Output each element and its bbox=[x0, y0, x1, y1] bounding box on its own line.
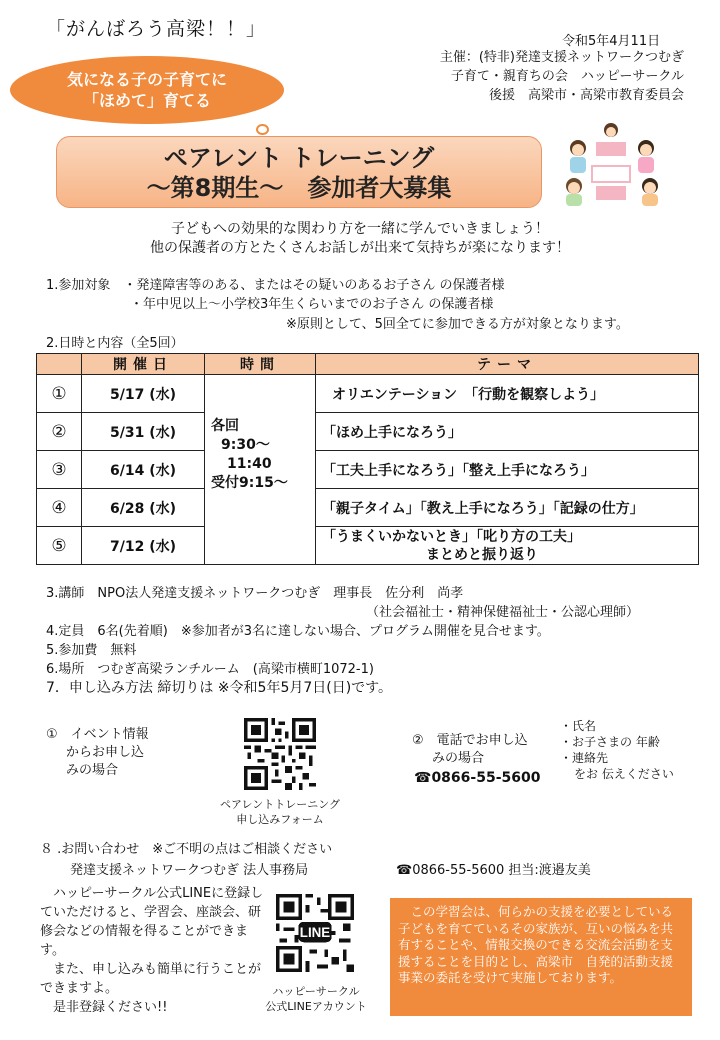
time-end: 11:40 bbox=[227, 456, 272, 472]
time-each: 各回 bbox=[211, 418, 239, 434]
parents-illustration bbox=[556, 120, 666, 208]
schedule-heading: 2.日時と内容（全5回） bbox=[46, 336, 184, 351]
required-info-name: ・氏名 bbox=[560, 719, 597, 733]
session-time bbox=[205, 375, 316, 565]
required-info-list bbox=[560, 718, 674, 782]
header-theme: テーマ bbox=[316, 354, 699, 375]
phone-number[interactable]: ☎0866-55-5600 bbox=[414, 770, 541, 786]
application-form-qr-code[interactable] bbox=[244, 718, 316, 790]
organizer-sub: 子育て・親育ちの会 ハッピーサークル bbox=[450, 69, 684, 84]
qr-caption-form bbox=[210, 797, 350, 827]
instructor-qualifications: （社会福祉士・精神保健福祉士・公認心理師） bbox=[366, 605, 640, 620]
instructor: 3.講師 NPO法人発達支援ネットワークつむぎ 理事長 佐分利 尚孝 bbox=[46, 586, 464, 601]
session-theme: 「ほめ上手になろう」 bbox=[316, 413, 699, 451]
title-banner bbox=[56, 136, 542, 208]
session-theme: オリエンテーション 「行動を観察しよう」 bbox=[316, 375, 699, 413]
session-date: 7/12 (水) bbox=[82, 527, 205, 565]
eligibility-section bbox=[46, 276, 505, 314]
details-sections bbox=[46, 584, 639, 698]
session-theme-line2: まとめと振り返り bbox=[426, 546, 538, 563]
line-account-qr-code[interactable] bbox=[276, 894, 354, 972]
fee: 5.参加費 無料 bbox=[46, 643, 137, 658]
qr-caption-line1: ハッピーサークル bbox=[272, 985, 360, 998]
venue: 6.場所 つむぎ高梁ランチルーム (高梁市横町1072-1) bbox=[46, 662, 374, 677]
session-date: 5/31 (水) bbox=[82, 413, 205, 451]
qr-caption-form-line1: ペアレントトレーニング bbox=[219, 798, 341, 811]
session-theme: 「工夫上手になろう」「整え上手になろう」 bbox=[316, 451, 699, 489]
apply-phone-line2: みの場合 bbox=[432, 751, 485, 766]
banner-title: ペアレント トレーニング bbox=[163, 144, 435, 172]
session-number: ③ bbox=[37, 451, 82, 489]
intro-line1: 子どもへの効果的な関わり方を一緒に学んでいきましょう！ bbox=[171, 221, 549, 237]
eligibility-note: ※原則として、5回全てに参加できる方が対象となります。 bbox=[286, 317, 629, 332]
time-reception: 受付9:15～ bbox=[211, 475, 288, 491]
session-date: 6/14 (水) bbox=[82, 451, 205, 489]
office-name: 発達支援ネットワークつむぎ 法人事務局 bbox=[70, 863, 309, 878]
line-logo-text: LINE bbox=[299, 925, 331, 941]
eligibility-line2: ・年中児以上～小学校3年生くらいまでのお子さん の保護者様 bbox=[130, 297, 494, 312]
capacity: 4.定員 6名(先着順) ※参加者が3名に達しない場合、プログラム開催を見合せます。 bbox=[46, 624, 550, 639]
intro-line2: 他の保護者の方とたくさんお話しが出来て気持ちが楽になります！ bbox=[150, 240, 570, 256]
inquiry-heading: ８ .お問い合わせ ※ご不明の点はご相談ください bbox=[40, 842, 333, 857]
banner-subtitle: ～第8期生～ 参加者大募集 bbox=[146, 174, 452, 202]
qr-caption-line bbox=[246, 984, 386, 1014]
intro bbox=[30, 220, 690, 258]
organizer-block bbox=[360, 48, 684, 105]
office-phone[interactable]: ☎0866-55-5600 担当:渡邉友美 bbox=[396, 863, 591, 878]
header-blank bbox=[37, 354, 82, 375]
header-date: 開催日 bbox=[82, 354, 205, 375]
slogan: 「がんばろう高梁！！」 bbox=[46, 18, 267, 40]
table-row bbox=[37, 451, 699, 489]
required-info-age: ・お子さまの 年齢 bbox=[560, 735, 660, 749]
organizer: 主催：(特非)発達支援ネットワークつむぎ bbox=[439, 50, 684, 65]
line-invitation: ハッピーサークル公式LINEに登録していただけると、学習会、座談会、研修会などの情報を得ることができます。 また、申し込みも簡単に行うことができますよ。 是非登録ください!! bbox=[40, 886, 264, 1015]
session-number: ② bbox=[37, 413, 82, 451]
bubble-line2: 「ほめて」育てる bbox=[82, 91, 211, 110]
bubble-line1: 気になる子の子育てに bbox=[66, 70, 227, 89]
eligibility-line1: 1.参加対象 ・発達障害等のある、またはその疑いのあるお子さん の保護者様 bbox=[46, 278, 505, 293]
qr-caption-line2: 公式LINEアカウント bbox=[265, 1000, 367, 1013]
session-number: ④ bbox=[37, 489, 82, 527]
table-row bbox=[37, 375, 699, 413]
required-info-contact: ・連絡先 bbox=[560, 751, 609, 765]
schedule-table bbox=[36, 353, 699, 565]
session-number: ⑤ bbox=[37, 527, 82, 565]
apply-event-option bbox=[46, 726, 149, 780]
table-row bbox=[37, 413, 699, 451]
catchphrase-bubble bbox=[10, 56, 284, 124]
funding-notice: この学習会は、何らかの支援を必要としている子どもを育てているその家族が、互いの悩みを共有することや、情報交換のできる交流会活動を支援することを目的とし、高梁市 自発的活動支援事業の委託を受けて実施しております。 bbox=[390, 898, 692, 1016]
qr-caption-form-line2: 申し込みフォーム bbox=[236, 813, 324, 826]
apply-event-line3: みの場合 bbox=[66, 763, 119, 778]
apply-event-line2: からお申し込 bbox=[66, 745, 145, 760]
session-theme-line1: 「うまくいかないとき」「叱り方の工夫」 bbox=[322, 528, 581, 545]
header-time: 時間 bbox=[205, 354, 316, 375]
issue-date: 令和5年4月11日 bbox=[562, 34, 661, 49]
sponsor: 後援 高梁市・高梁市教育委員会 bbox=[488, 88, 684, 103]
apply-phone-option bbox=[412, 732, 528, 768]
time-start: 9:30～ bbox=[221, 437, 270, 453]
session-theme bbox=[316, 527, 699, 565]
apply-phone-line1: ② 電話でお申し込 bbox=[412, 733, 528, 748]
session-date: 6/28 (水) bbox=[82, 489, 205, 527]
schedule-header-row bbox=[37, 354, 699, 375]
application-method: 7．申し込み方法 締切りは ※令和5年5月7日(日)です。 bbox=[46, 680, 393, 696]
required-info-note: をお 伝えください bbox=[574, 767, 674, 781]
session-theme: 「親子タイム」「教え上手になろう」「記録の仕方」 bbox=[316, 489, 699, 527]
table-row bbox=[37, 489, 699, 527]
session-date: 5/17 (水) bbox=[82, 375, 205, 413]
session-number: ① bbox=[37, 375, 82, 413]
apply-event-line1: ① イベント情報 bbox=[46, 727, 149, 742]
bubble-tail bbox=[256, 124, 269, 135]
table-row bbox=[37, 527, 699, 565]
